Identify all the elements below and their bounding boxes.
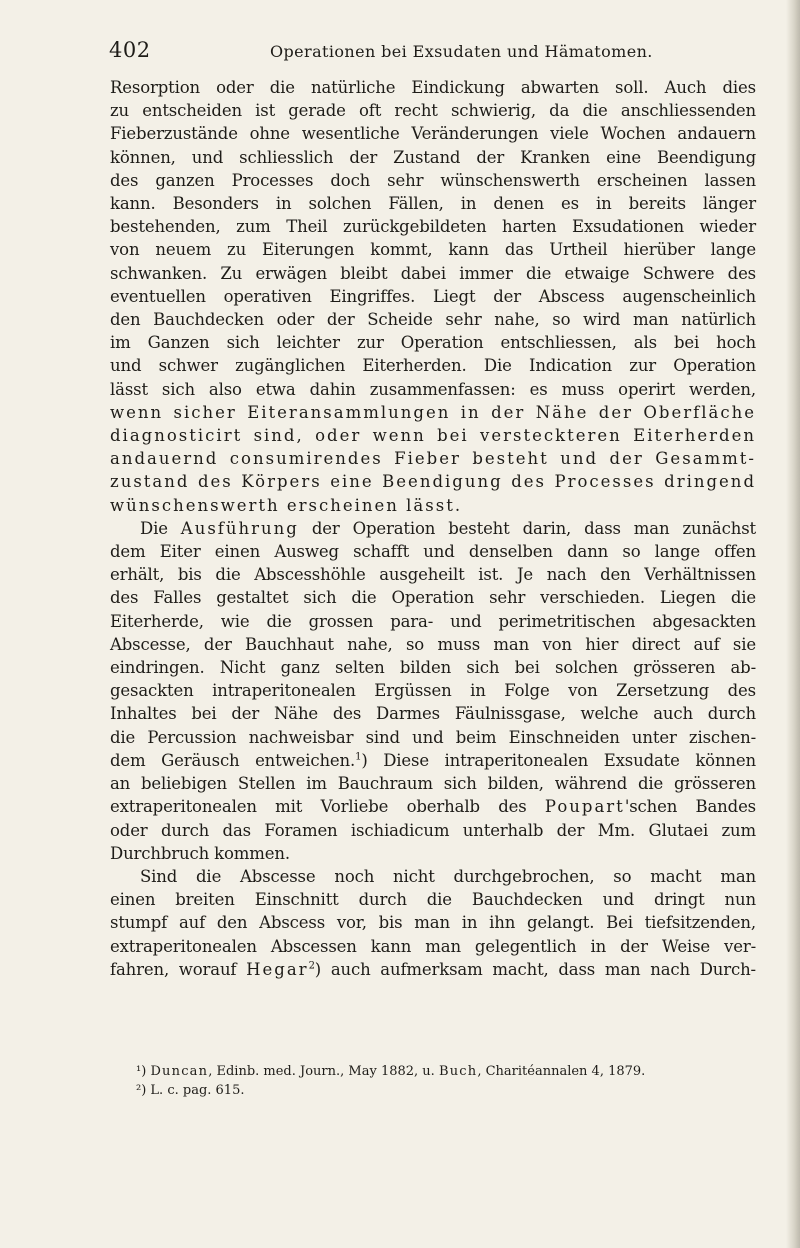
line-text: die Percussion nachweisbar sind und beim Einschneiden unter zischen- [110, 727, 756, 747]
text-line [110, 308, 756, 331]
spaced-emphasis: wenn sicher Eiteransammlungen in der Nähe der Oberfläche [110, 402, 756, 422]
text-line [110, 99, 756, 122]
text-line [110, 586, 756, 609]
page-edge-shadow [786, 0, 800, 1248]
line-text: eindringen. Nicht ganz selten bilden sich bei solchen grösseren ab- [110, 658, 756, 678]
line-text: von neuem zu Eiterungen kommt, kann das Urtheil hierüber lange [110, 240, 756, 260]
line-text: schwanken. Zu erwägen bleibt dabei immer die etwaige Schwere des [110, 263, 756, 283]
text-line [110, 656, 756, 679]
footnote-ref: 2 [308, 960, 315, 972]
text-line [110, 749, 756, 772]
line-text: kann. Besonders in solchen Fällen, in denen es in bereits länger [110, 194, 756, 214]
spaced-emphasis: Poupart [544, 797, 625, 817]
line-text: Inhaltes bei der Nähe des Darmes Fäulnissgase, welche auch durch [110, 704, 756, 724]
text-line [110, 865, 756, 888]
line-text: ) auch aufmerksam macht, dass man nach Durch- [314, 959, 756, 979]
line-text: dem Geräusch entweichen. [110, 750, 356, 770]
text-line [110, 378, 756, 401]
line-text: dem Eiter einen Ausweg schafft und denselben dann so lange offen [110, 542, 756, 562]
line-text: des ganzen Processes doch sehr wünschenswerth erscheinen lassen [110, 170, 756, 190]
text-line [110, 888, 756, 911]
footnote-author: Buch [438, 1064, 478, 1079]
line-text: ) Diese intraperitonealen Exsudate können [361, 750, 756, 770]
text-line [110, 354, 756, 377]
page-header [109, 38, 755, 68]
text-line [110, 122, 756, 145]
text-line [110, 331, 756, 354]
footnote-marker: ²) [136, 1082, 147, 1098]
line-text: fahren, worauf [110, 959, 247, 979]
text-line [110, 935, 756, 958]
line-text: Durchbruch kommen. [110, 843, 290, 863]
text-line [110, 679, 756, 702]
line-text: der Operation besteht darin, dass man zunächst [298, 518, 756, 538]
footnote-text: L. c. pag. 615. [146, 1082, 245, 1098]
text-line [110, 447, 756, 470]
text-line [110, 726, 756, 749]
spaced-emphasis: Ausführung [180, 518, 299, 538]
spaced-emphasis: zustand des Körpers eine Beendigung des Processes dringend [110, 472, 756, 492]
line-text: Abscesse, der Bauchhaut nahe, so muss man von hier direct auf sie [110, 634, 756, 654]
text-line [110, 517, 756, 540]
line-text: erhält, bis die Abscesshöhle ausgeheilt ist. Je nach den Verhältnissen [110, 565, 756, 585]
text-line [110, 610, 756, 633]
line-text: eventuellen operativen Eingriffes. Liegt der Abscess augenscheinlich [110, 286, 756, 306]
line-text: des Falles gestaltet sich die Operation sehr verschieden. Liegen die [110, 588, 756, 608]
text-line [110, 262, 756, 285]
line-text: lässt sich also etwa dahin zusammenfassen: es muss operirt werden, [110, 379, 756, 399]
text-line [110, 958, 756, 981]
text-line [110, 169, 756, 192]
line-text: zu entscheiden ist gerade oft recht schwierig, da die anschliessenden [110, 101, 756, 121]
line-text: den Bauchdecken oder der Scheide sehr nahe, so wird man natürlich [110, 310, 756, 330]
text-line [110, 819, 756, 842]
footnote-text: , Edinb. med. Journ., May 1882, u. [208, 1064, 439, 1079]
footnote [136, 1082, 756, 1101]
spaced-emphasis: andauernd consumirendes Fieber besteht und der Gesammt- [110, 449, 756, 469]
footnote-ref: 1 [355, 751, 362, 763]
text-line [110, 540, 756, 563]
text-line [110, 215, 756, 238]
line-text: Resorption oder die natürliche Eindickung abwarten soll. Auch dies [110, 78, 756, 97]
text-line [110, 494, 756, 517]
line-text: Fieberzustände ohne wesentliche Veränderungen viele Wochen andauern [110, 124, 756, 144]
text-line [110, 772, 756, 795]
line-text: bestehenden, zum Theil zurückgebildeten harten Exsudationen wieder [110, 217, 756, 237]
text-line [110, 911, 756, 934]
footnote [136, 1063, 756, 1082]
line-text: Eiterherde, wie die grossen para- und perimetritischen abgesackten [110, 611, 756, 631]
line-text: 'schen Bandes [624, 797, 756, 817]
text-line [110, 470, 756, 493]
text-line [110, 238, 756, 261]
line-text: an beliebigen Stellen im Bauchraum sich bilden, während die grösseren [110, 774, 756, 794]
footnotes [136, 1063, 756, 1100]
line-text: Die [140, 518, 181, 538]
text-line [110, 401, 756, 424]
spaced-emphasis: wünschenswerth erscheinen lässt. [110, 495, 463, 515]
line-text: können, und schliesslich der Zustand der Kranken eine Beendigung [110, 147, 756, 167]
running-title: Operationen bei Exsudaten und Hämatomen. [270, 42, 653, 61]
text-line [110, 76, 756, 99]
text-line [110, 702, 756, 725]
text-line [110, 424, 756, 447]
line-text: stumpf auf den Abscess vor, bis man in ihn gelangt. Bei tiefsitzenden, [110, 913, 756, 933]
body-text [110, 76, 756, 981]
text-line [110, 795, 756, 818]
footnote-marker: ¹) [136, 1064, 147, 1079]
text-line [110, 563, 756, 586]
footnote-author: Duncan [150, 1064, 209, 1079]
line-text: oder durch das Foramen ischiadicum unterhalb der Mm. Glutaei zum [110, 820, 756, 840]
spaced-emphasis: Hegar [246, 959, 309, 979]
text-line [110, 192, 756, 215]
line-text: Sind die Abscesse noch nicht durchgebrochen, so macht man [140, 866, 756, 886]
line-text: und schwer zugänglichen Eiterherden. Die Indication zur Operation [110, 356, 756, 376]
text-line [110, 842, 756, 865]
text-line [110, 285, 756, 308]
line-text: gesackten intraperitonealen Ergüssen in Folge von Zersetzung des [110, 681, 756, 701]
text-line [110, 146, 756, 169]
line-text: einen breiten Einschnitt durch die Bauchdecken und dringt nun [110, 890, 756, 910]
spaced-emphasis: diagnosticirt sind, oder wenn bei versteckteren Eiterherden [110, 426, 756, 446]
text-line [110, 633, 756, 656]
line-text: im Ganzen sich leichter zur Operation entschliessen, als bei hoch [110, 333, 756, 353]
line-text: extraperitonealen mit Vorliebe oberhalb des [110, 797, 545, 817]
line-text: extraperitonealen Abscessen kann man gelegentlich in der Weise ver- [110, 936, 756, 956]
footnote-text: , Charitéannalen 4, 1879. [477, 1064, 646, 1079]
page-number: 402 [109, 38, 151, 62]
